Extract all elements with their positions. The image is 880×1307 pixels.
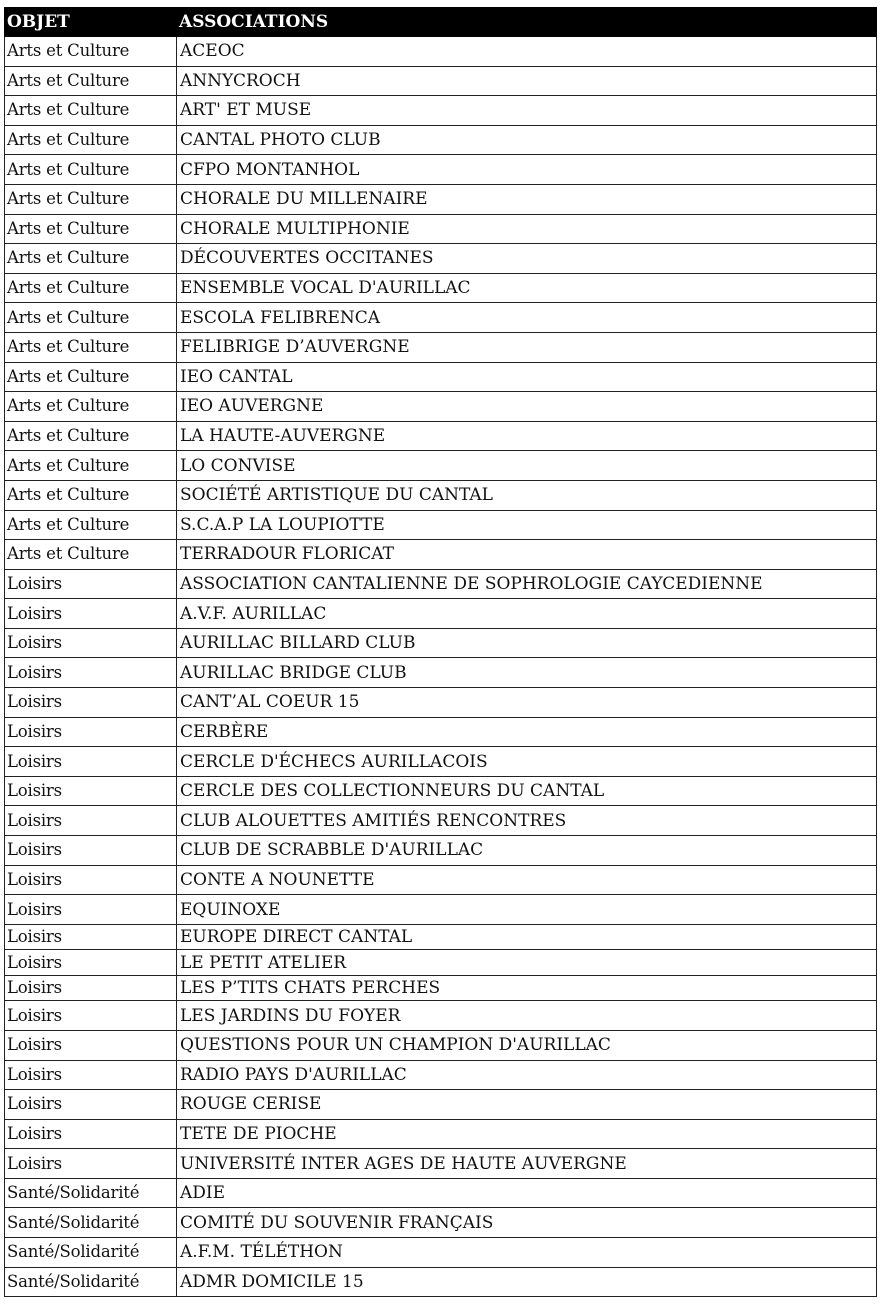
table-row [5, 214, 877, 244]
association-cell: A.F.M. TÉLÉTHON [177, 1238, 877, 1268]
association-cell: CERCLE DES COLLECTIONNEURS DU CANTAL [177, 776, 877, 806]
table-row [5, 836, 877, 866]
association-cell: AURILLAC BILLARD CLUB [177, 628, 877, 658]
table-row [5, 1030, 877, 1060]
association-cell: RADIO PAYS D'AURILLAC [177, 1060, 877, 1090]
association-cell: UNIVERSITÉ INTER AGES DE HAUTE AUVERGNE [177, 1149, 877, 1179]
table-row [5, 1149, 877, 1179]
association-cell: FELIBRIGE D’AUVERGNE [177, 332, 877, 362]
table-row [5, 975, 877, 1001]
association-cell: ASSOCIATION CANTALIENNE DE SOPHROLOGIE CAYCEDIENNE [177, 569, 877, 599]
association-cell: IEO AUVERGNE [177, 392, 877, 422]
association-cell: SOCIÉTÉ ARTISTIQUE DU CANTAL [177, 480, 877, 510]
association-cell: CERBÈRE [177, 717, 877, 747]
objet-cell: Loisirs [5, 569, 177, 599]
table-row [5, 244, 877, 274]
table-row [5, 1178, 877, 1208]
objet-cell: Loisirs [5, 806, 177, 836]
association-cell: A.V.F. AURILLAC [177, 599, 877, 629]
association-cell: CFPO MONTANHOL [177, 155, 877, 185]
objet-cell: Santé/Solidarité [5, 1267, 177, 1297]
table-row [5, 1208, 877, 1238]
association-cell: ADMR DOMICILE 15 [177, 1267, 877, 1297]
objet-cell: Arts et Culture [5, 244, 177, 274]
association-cell: DÉCOUVERTES OCCITANES [177, 244, 877, 274]
table-row [5, 658, 877, 688]
objet-cell: Santé/Solidarité [5, 1208, 177, 1238]
objet-cell: Arts et Culture [5, 392, 177, 422]
table-row [5, 806, 877, 836]
objet-cell: Loisirs [5, 628, 177, 658]
table-row [5, 480, 877, 510]
header-objet: OBJET [5, 8, 177, 37]
objet-cell: Loisirs [5, 1001, 177, 1031]
objet-cell: Arts et Culture [5, 480, 177, 510]
objet-cell: Arts et Culture [5, 155, 177, 185]
association-cell: EQUINOXE [177, 895, 877, 925]
table-row [5, 125, 877, 155]
association-cell: CHORALE DU MILLENAIRE [177, 184, 877, 214]
table-row [5, 1119, 877, 1149]
association-cell: CLUB DE SCRABBLE D'AURILLAC [177, 836, 877, 866]
association-cell: ART' ET MUSE [177, 96, 877, 126]
association-cell: ANNYCROCH [177, 66, 877, 96]
association-cell: CERCLE D'ÉCHECS AURILLACOIS [177, 747, 877, 777]
objet-cell: Santé/Solidarité [5, 1238, 177, 1268]
association-cell: QUESTIONS POUR UN CHAMPION D'AURILLAC [177, 1030, 877, 1060]
objet-cell: Loisirs [5, 1090, 177, 1120]
table-row [5, 362, 877, 392]
association-cell: ACEOC [177, 37, 877, 67]
table-body [5, 37, 877, 1297]
objet-cell: Arts et Culture [5, 421, 177, 451]
table-row [5, 569, 877, 599]
objet-cell: Loisirs [5, 975, 177, 1001]
table-row [5, 950, 877, 976]
association-cell: TETE DE PIOCHE [177, 1119, 877, 1149]
header-associations: ASSOCIATIONS [177, 8, 877, 37]
table-row [5, 303, 877, 333]
objet-cell: Arts et Culture [5, 540, 177, 570]
table-row [5, 1001, 877, 1031]
table-row [5, 599, 877, 629]
association-cell: ENSEMBLE VOCAL D'AURILLAC [177, 273, 877, 303]
association-cell: EUROPE DIRECT CANTAL [177, 924, 877, 950]
objet-cell: Loisirs [5, 895, 177, 925]
objet-cell: Loisirs [5, 747, 177, 777]
objet-cell: Loisirs [5, 776, 177, 806]
association-cell: COMITÉ DU SOUVENIR FRANÇAIS [177, 1208, 877, 1238]
objet-cell: Loisirs [5, 599, 177, 629]
table-row [5, 510, 877, 540]
association-cell: ADIE [177, 1178, 877, 1208]
table-row [5, 747, 877, 777]
objet-cell: Arts et Culture [5, 273, 177, 303]
objet-cell: Arts et Culture [5, 125, 177, 155]
table-row [5, 421, 877, 451]
association-cell: LES JARDINS DU FOYER [177, 1001, 877, 1031]
association-cell: ESCOLA FELIBRENCA [177, 303, 877, 333]
associations-table [4, 7, 877, 1297]
objet-cell: Loisirs [5, 836, 177, 866]
table-row [5, 688, 877, 718]
objet-cell: Arts et Culture [5, 362, 177, 392]
association-cell: LE PETIT ATELIER [177, 950, 877, 976]
objet-cell: Loisirs [5, 717, 177, 747]
table-row [5, 1090, 877, 1120]
table-row [5, 1267, 877, 1297]
table-row [5, 155, 877, 185]
objet-cell: Loisirs [5, 658, 177, 688]
association-cell: TERRADOUR FLORICAT [177, 540, 877, 570]
association-cell: AURILLAC BRIDGE CLUB [177, 658, 877, 688]
objet-cell: Arts et Culture [5, 510, 177, 540]
objet-cell: Loisirs [5, 950, 177, 976]
objet-cell: Arts et Culture [5, 214, 177, 244]
objet-cell: Arts et Culture [5, 332, 177, 362]
table-row [5, 1238, 877, 1268]
table-row [5, 332, 877, 362]
association-cell: LO CONVISE [177, 451, 877, 481]
table-row [5, 184, 877, 214]
objet-cell: Arts et Culture [5, 66, 177, 96]
association-cell: CONTE A NOUNETTE [177, 865, 877, 895]
objet-cell: Santé/Solidarité [5, 1178, 177, 1208]
objet-cell: Loisirs [5, 1119, 177, 1149]
association-cell: LA HAUTE-AUVERGNE [177, 421, 877, 451]
objet-cell: Arts et Culture [5, 184, 177, 214]
table-row [5, 37, 877, 67]
table-row [5, 392, 877, 422]
table-row [5, 865, 877, 895]
table-row [5, 451, 877, 481]
association-cell: CLUB ALOUETTES AMITIÉS RENCONTRES [177, 806, 877, 836]
objet-cell: Loisirs [5, 924, 177, 950]
objet-cell: Loisirs [5, 1060, 177, 1090]
association-cell: LES P’TITS CHATS PERCHES [177, 975, 877, 1001]
table-row [5, 96, 877, 126]
objet-cell: Loisirs [5, 688, 177, 718]
objet-cell: Arts et Culture [5, 37, 177, 67]
table-row [5, 273, 877, 303]
table-row [5, 628, 877, 658]
objet-cell: Arts et Culture [5, 451, 177, 481]
table-row [5, 717, 877, 747]
association-cell: CANTAL PHOTO CLUB [177, 125, 877, 155]
table-row [5, 924, 877, 950]
table-row [5, 776, 877, 806]
objet-cell: Arts et Culture [5, 96, 177, 126]
objet-cell: Loisirs [5, 1149, 177, 1179]
association-cell: CANT’AL COEUR 15 [177, 688, 877, 718]
table-row [5, 1060, 877, 1090]
objet-cell: Arts et Culture [5, 303, 177, 333]
objet-cell: Loisirs [5, 865, 177, 895]
table-header-row [5, 8, 877, 37]
table-row [5, 66, 877, 96]
association-cell: IEO CANTAL [177, 362, 877, 392]
association-cell: CHORALE MULTIPHONIE [177, 214, 877, 244]
association-cell: S.C.A.P LA LOUPIOTTE [177, 510, 877, 540]
table-row [5, 895, 877, 925]
objet-cell: Loisirs [5, 1030, 177, 1060]
table-row [5, 540, 877, 570]
association-cell: ROUGE CERISE [177, 1090, 877, 1120]
